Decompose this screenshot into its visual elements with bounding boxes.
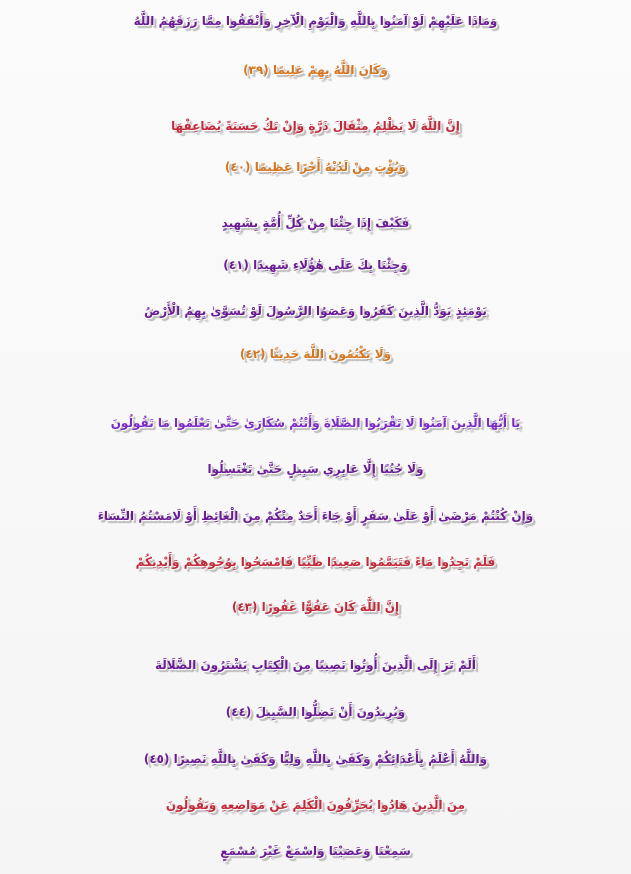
verse-46-line-1: مِنَ الَّذِينَ هَادُوا يُحَرِّفُونَ الْكَلِمَ عَنْ مَوَاضِعِهِ وَيَقُولُونَ — [165, 798, 466, 812]
verse-43-line-4: فَلَمْ تَجِدُوا مَاءً فَتَيَمَّمُوا صَعِيدًا طَيِّبًا فَامْسَحُوا بِوُجُوهِكُمْ وَأَيْدِيكُمْ — [135, 555, 496, 569]
verse-46-line-2: سَمِعْنَا وَعَصَيْنَا وَاسْمَعْ غَيْرَ مُسْمَعٍ — [220, 844, 411, 858]
verse-43-line-5: إِنَّ اللَّهَ كَانَ عَفُوًّا غَفُورًا (٤٣) — [231, 600, 400, 614]
verse-42-line-2: وَلَا يَكْتُمُونَ اللَّهَ حَدِيثًا (٤٢) — [239, 347, 392, 361]
verse-39-line-2: وَكَانَ اللَّهُ بِهِمْ عَلِيمًا (٣٩) — [243, 63, 388, 77]
verse-44-line-1: أَلَمْ تَرَ إِلَى الَّذِينَ أُوتُوا نَصِيبًا مِنَ الْكِتَابِ يَشْتَرُونَ الضَّلَالَةَ — [155, 658, 476, 672]
verse-40-line-2: وَيُؤْتِ مِنْ لَدُنْهُ أَجْرًا عَظِيمًا (٤٠) — [224, 160, 407, 174]
verse-45-line: وَاللَّهُ أَعْلَمُ بِأَعْدَائِكُمْ وَكَفَىٰ بِاللَّهِ وَلِيًّا وَكَفَىٰ بِاللَّهِ نَصِيرًا (٤٥) — [143, 752, 488, 766]
verse-44-line-2: وَيُرِيدُونَ أَنْ تَضِلُّوا السَّبِيلَ (٤٤) — [225, 705, 406, 719]
verse-42-line-1: يَوْمَئِذٍ يَوَدُّ الَّذِينَ كَفَرُوا وَعَصَوُا الرَّسُولَ لَوْ تُسَوَّىٰ بِهِمُ الْأَرْضُ — [144, 304, 487, 318]
verse-41-line-1: فَكَيْفَ إِذَا جِئْنَا مِنْ كُلِّ أُمَّةٍ بِشَهِيدٍ — [221, 216, 410, 230]
verse-43-line-1: يَا أَيُّهَا الَّذِينَ آمَنُوا لَا تَقْرَبُوا الصَّلَاةَ وَأَنْتُمْ سُكَارَىٰ حَتَّىٰ تَعْلَمُوا مَا تَقُولُونَ — [110, 416, 521, 430]
verse-39-line-1: وَمَاذَا عَلَيْهِمْ لَوْ آمَنُوا بِاللَّهِ وَالْيَوْمِ الْآخِرِ وَأَنْفَقُوا مِمَّا رَزَقَهُمُ اللَّهُ — [133, 14, 498, 28]
verse-41-line-2: وَجِئْنَا بِكَ عَلَى هَٰؤُلَاءِ شَهِيدًا (٤١) — [223, 258, 408, 272]
verse-43-line-3: وَإِنْ كُنْتُمْ مَرْضَىٰ أَوْ عَلَىٰ سَفَرٍ أَوْ جَاءَ أَحَدٌ مِنْكُمْ مِنَ الْغَائِطِ أَوْ لَامَسْتُمُ النِّسَاءَ — [97, 509, 534, 523]
verse-43-line-2: وَلَا جُنُبًا إِلَّا عَابِرِي سَبِيلٍ حَتَّىٰ تَغْتَسِلُوا — [207, 462, 424, 476]
verse-40-line-1: إِنَّ اللَّهَ لَا يَظْلِمُ مِثْقَالَ ذَرَّةٍ وَإِنْ تَكُ حَسَنَةً يُضَاعِفْهَا — [171, 119, 460, 133]
